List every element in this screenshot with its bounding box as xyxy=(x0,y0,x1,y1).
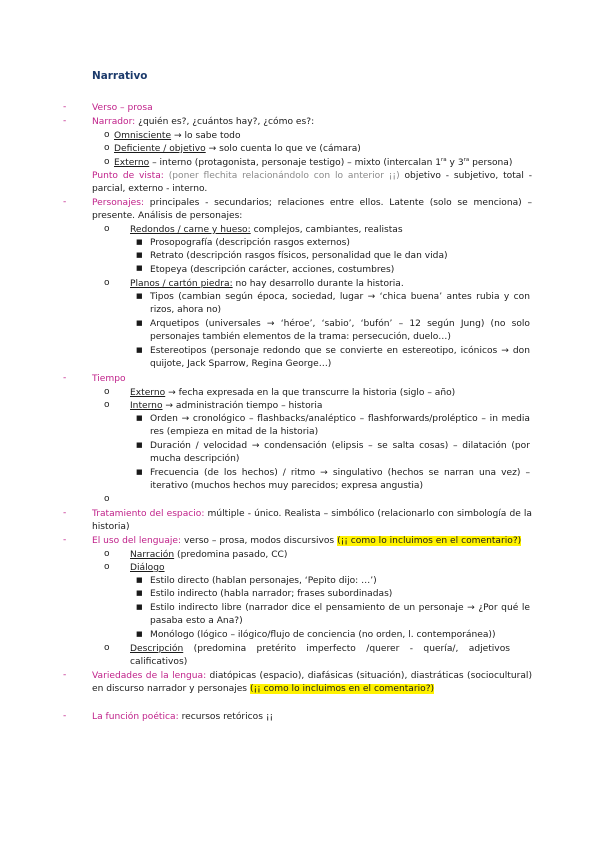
estilo-indirecto-line: Estilo indirecto (habla narrador; frases subordinadas) xyxy=(150,589,393,599)
square-bullet: ■ xyxy=(136,576,143,584)
dash-bullet: - xyxy=(63,197,67,207)
circle-bullet: o xyxy=(104,224,110,234)
punto-de-vista: Punto de vista: (poner flechita relacionándolo con lo anterior ¡¡) objetivo - subjetivo, total - parcial, externo - interno. xyxy=(92,171,532,195)
square-bullet: ■ xyxy=(136,346,143,354)
tiempo-line: Tiempo xyxy=(92,374,126,384)
circle-bullet: o xyxy=(104,400,110,410)
monologo-line: Monólogo (lógico – ilógico/flujo de conciencia (no orden, l. contemporánea)) xyxy=(150,630,496,640)
dash-bullet: - xyxy=(63,373,67,383)
estereotipos-line: Estereotipos (personaje redondo que se convierte en estereotipo, icónicos → don quijote, Jack Sparrow, Regina George…) xyxy=(150,346,530,370)
dash-bullet: - xyxy=(63,508,67,518)
personajes-line: Personajes: principales - secundarios; relaciones entre ellos. Latente (solo se menciona) – presente. Análisis de personajes: xyxy=(92,198,532,222)
estilo-directo-line: Estilo directo (hablan personajes, ‘Pepito dijo: …’) xyxy=(150,576,377,586)
arquetipos-line: Arquetipos (universales → ‘héroe’, ‘sabio’, ‘bufón’ – 12 según Jung) (no solo personajes también elementos de la trama: persecución, duelo…) xyxy=(150,319,530,343)
square-bullet: ■ xyxy=(136,603,143,611)
frecuencia-line: Frecuencia (de los hechos) / ritmo → singulativo (hechos se narran una vez) – iterativo (muchos hechos muy parecidos; expresa angustia) xyxy=(150,468,530,492)
espacio-line: Tratamiento del espacio: múltiple - único. Realista – simbólico (relacionarlo con simbología de la historia) xyxy=(92,509,532,533)
circle-bullet: o xyxy=(104,494,110,504)
narracion-line: Narración (predomina pasado, CC) xyxy=(130,550,288,560)
square-bullet: ■ xyxy=(136,414,143,422)
circle-bullet: o xyxy=(104,387,110,397)
circle-bullet: o xyxy=(104,143,110,153)
circle-bullet: o xyxy=(104,549,110,559)
dialogo-line: Diálogo xyxy=(130,563,165,573)
omnisciente-line: Omnisciente → lo sabe todo xyxy=(114,131,241,141)
page-title: Narrativo xyxy=(92,70,148,82)
duracion-line: Duración / velocidad → condensación (elipsis – se salta cosas) – dilatación (por mucha descripción) xyxy=(150,441,530,465)
retrato-line: Retrato (descripción rasgos físicos, personalidad que le dan vida) xyxy=(150,251,448,261)
dash-bullet: - xyxy=(63,102,67,112)
variedades-line: Variedades de la lengua: diatópicas (espacio), diafásicas (situación), diastráticas (sociocultural) en discurso narrador y personajes (¡¡ como lo incluimos en el comentario?) xyxy=(92,671,532,695)
square-bullet: ■ xyxy=(136,441,143,449)
estilo-libre-line: Estilo indirecto libre (narrador dice el pensamiento de un personaje → ¿Por qué le pasaba esto a Ana?) xyxy=(150,603,530,627)
verso-line: Verso – prosa xyxy=(92,103,153,113)
circle-bullet: o xyxy=(104,278,110,288)
dash-bullet: - xyxy=(63,670,67,680)
square-bullet: ■ xyxy=(136,319,143,327)
square-bullet: ■ xyxy=(136,589,143,597)
lenguaje-line: El uso del lenguaje: verso – prosa, modos discursivos (¡¡ como lo incluimos en el comentario?) xyxy=(92,536,522,546)
tiempo-externo-line: Externo → fecha expresada en la que transcurre la historia (siglo – año) xyxy=(130,388,456,398)
square-bullet: ■ xyxy=(136,251,143,259)
tipos-line: Tipos (cambian según época, sociedad, lugar → ‘chica buena’ antes rubia y con rizos, ahora no) xyxy=(150,292,530,316)
circle-bullet: o xyxy=(104,157,110,167)
descripcion-line: Descripción (predomina pretérito imperfecto /querer - quería/, adjetivos calificativos) xyxy=(130,644,510,668)
square-bullet: ■ xyxy=(136,292,143,300)
square-bullet: ■ xyxy=(136,238,143,246)
square-bullet: ■ xyxy=(136,264,143,272)
redondos-line: Redondos / carne y hueso: complejos, cambiantes, realistas xyxy=(130,225,403,235)
poetica-line: La función poética: recursos retóricos ¡¡ xyxy=(92,712,274,722)
etopeya-line: Etopeya (descripción carácter, acciones, costumbres) xyxy=(150,265,395,275)
square-bullet: ■ xyxy=(136,468,143,476)
externo-line: Externo – interno (protagonista, personaje testigo) – mixto (intercalan $1^{ra}$ y $3^{ra}$ persona) xyxy=(114,156,513,168)
deficiente-line: Deficiente / objetivo → solo cuenta lo que ve (cámara) xyxy=(114,144,361,154)
circle-bullet: o xyxy=(104,643,110,653)
planos-line: Planos / cartón piedra: no hay desarrollo durante la historia. xyxy=(130,279,404,289)
circle-bullet: o xyxy=(104,562,110,572)
tiempo-interno-line: Interno → administración tiempo – historia xyxy=(130,401,323,411)
circle-bullet: o xyxy=(104,130,110,140)
dash-bullet: - xyxy=(63,116,67,126)
dash-bullet: - xyxy=(63,535,67,545)
square-bullet: ■ xyxy=(136,630,143,638)
orden-line: Orden → cronológico – flashbacks/analéptico – flashforwards/proléptico – in media res (empieza en mitad de la historia) xyxy=(150,414,530,438)
narrador-line: Narrador: ¿quién es?, ¿cuántos hay?, ¿cómo es?: xyxy=(92,117,315,127)
prosopografia-line: Prosopografía (descripción rasgos externos) xyxy=(150,238,350,248)
dash-bullet: - xyxy=(63,711,67,721)
